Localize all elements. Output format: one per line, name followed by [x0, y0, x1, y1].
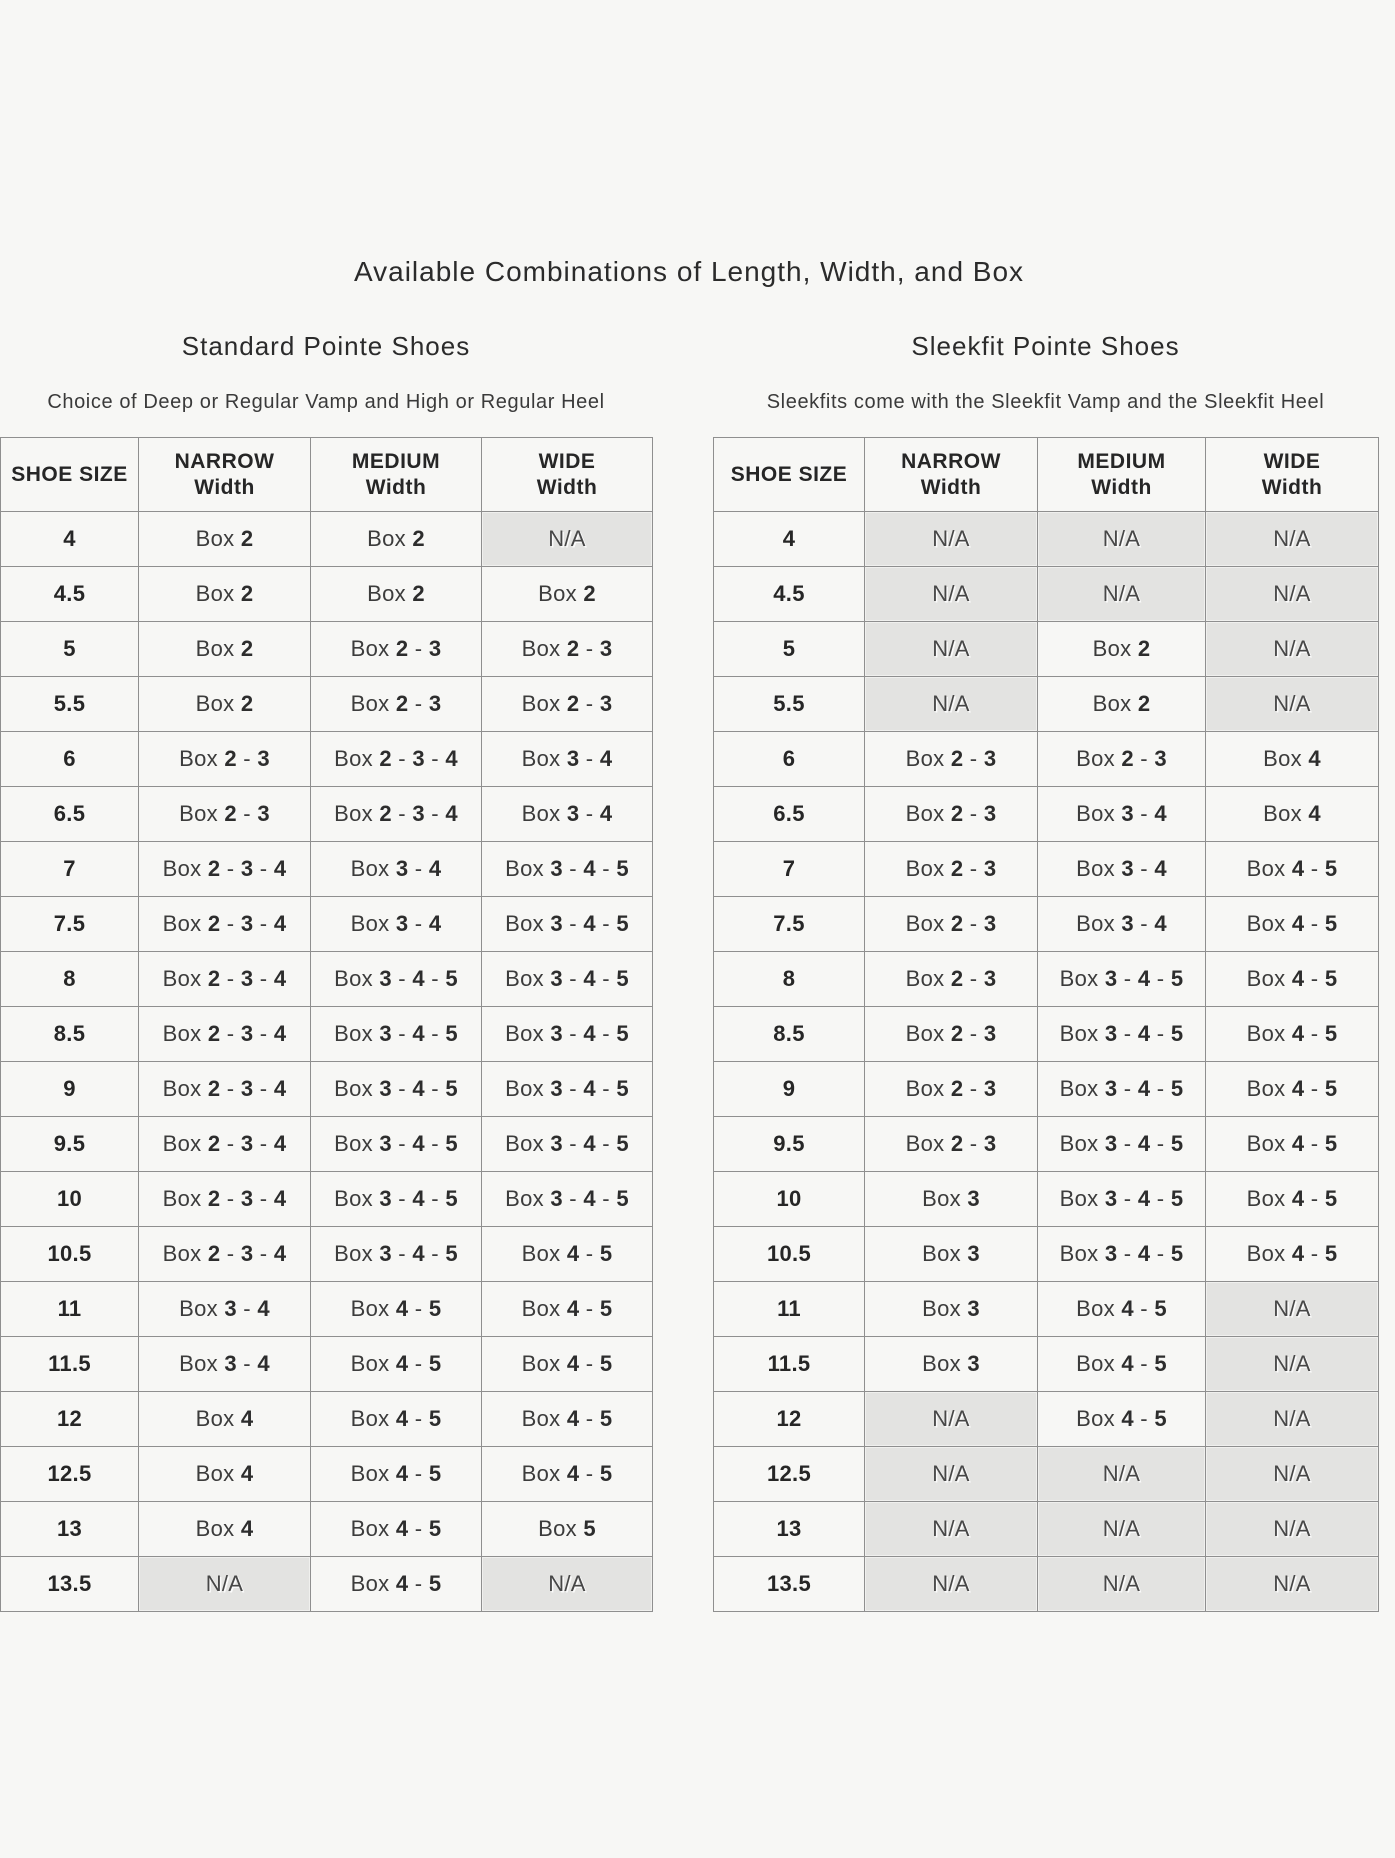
size-row-12 [714, 1392, 1379, 1447]
header-cell-wide: WIDE Width [1206, 438, 1379, 512]
box-combo-cell: Box 4 - 5 [482, 1337, 653, 1392]
shoe-size-cell: 4 [1, 512, 139, 567]
na-cell: N/A [1038, 1447, 1206, 1502]
box-combo-cell: Box 2 - 3 [311, 622, 482, 677]
shoe-size-cell: 8.5 [714, 1007, 865, 1062]
box-combo-cell: Box 2 - 3 - 4 [139, 1117, 311, 1172]
na-cell: N/A [1206, 1392, 1379, 1447]
shoe-size-cell: 4.5 [1, 567, 139, 622]
box-combo-cell: Box 3 - 4 [311, 842, 482, 897]
na-cell: N/A [865, 1502, 1038, 1557]
size-row-12.5 [714, 1447, 1379, 1502]
shoe-size-cell: 7 [1, 842, 139, 897]
size-row-5 [1, 622, 653, 677]
header-cell-narrow: NARROW Width [865, 438, 1038, 512]
shoe-size-cell: 8.5 [1, 1007, 139, 1062]
na-cell: N/A [1206, 1337, 1379, 1392]
na-cell: N/A [1206, 1557, 1379, 1612]
shoe-size-cell: 11 [714, 1282, 865, 1337]
shoe-size-cell: 5 [1, 622, 139, 677]
shoe-size-cell: 12.5 [1, 1447, 139, 1502]
box-combo-cell: Box 4 - 5 [1038, 1337, 1206, 1392]
shoe-size-cell: 7.5 [1, 897, 139, 952]
na-cell: N/A [1206, 512, 1379, 567]
size-row-11.5 [1, 1337, 653, 1392]
size-row-5.5 [1, 677, 653, 732]
size-row-4.5 [714, 567, 1379, 622]
box-combo-cell: Box 2 - 3 [865, 1007, 1038, 1062]
sleekfit-pointe-section [713, 331, 1378, 1612]
na-cell: N/A [865, 567, 1038, 622]
box-combo-cell: Box 2 - 3 - 4 [139, 1007, 311, 1062]
shoe-size-cell: 5 [714, 622, 865, 677]
box-combo-cell: Box 2 - 3 - 4 [139, 1062, 311, 1117]
box-combo-cell: Box 3 - 4 - 5 [311, 1117, 482, 1172]
box-combo-cell: Box 2 - 3 [865, 1117, 1038, 1172]
shoe-size-cell: 6 [714, 732, 865, 787]
na-cell: N/A [1206, 1502, 1379, 1557]
box-combo-cell: Box 2 - 3 [865, 952, 1038, 1007]
box-combo-cell: Box 4 - 5 [311, 1392, 482, 1447]
page-title: Available Combinations of Length, Width, and Box [353, 255, 1025, 287]
box-combo-cell: Box 2 - 3 - 4 [139, 1227, 311, 1282]
box-combo-cell: Box 2 [139, 622, 311, 677]
box-combo-cell: Box 4 - 5 [311, 1337, 482, 1392]
size-row-9 [714, 1062, 1379, 1117]
shoe-size-cell: 9.5 [1, 1117, 139, 1172]
box-combo-cell: Box 2 - 3 [865, 787, 1038, 842]
na-cell: N/A [865, 1447, 1038, 1502]
size-row-7.5 [1, 897, 653, 952]
header-row [714, 438, 1379, 512]
box-combo-cell: Box 3 - 4 - 5 [482, 842, 653, 897]
na-cell: N/A [139, 1557, 311, 1612]
box-combo-cell: Box 2 - 3 [139, 732, 311, 787]
shoe-size-cell: 9 [1, 1062, 139, 1117]
size-row-5.5 [714, 677, 1379, 732]
shoe-size-cell: 7.5 [714, 897, 865, 952]
size-row-7 [1, 842, 653, 897]
size-row-13 [1, 1502, 653, 1557]
na-cell: N/A [1206, 1282, 1379, 1337]
box-combo-cell: Box 4 - 5 [1206, 1227, 1379, 1282]
box-combo-cell: Box 3 [865, 1282, 1038, 1337]
box-combo-cell: Box 2 - 3 - 4 [139, 1172, 311, 1227]
na-cell: N/A [482, 512, 653, 567]
size-row-6 [714, 732, 1379, 787]
size-row-13 [714, 1502, 1379, 1557]
header-cell-shoe-size: SHOE SIZE [714, 438, 865, 512]
shoe-size-cell: 9.5 [714, 1117, 865, 1172]
box-combo-cell: Box 3 - 4 - 5 [482, 897, 653, 952]
box-combo-cell: Box 3 - 4 - 5 [311, 1227, 482, 1282]
box-combo-cell: Box 4 [1206, 787, 1379, 842]
size-row-10 [714, 1172, 1379, 1227]
box-combo-cell: Box 2 - 3 - 4 [311, 732, 482, 787]
size-row-13.5 [714, 1557, 1379, 1612]
size-row-4 [714, 512, 1379, 567]
box-combo-cell: Box 3 - 4 [139, 1337, 311, 1392]
box-combo-cell: Box 2 [1038, 677, 1206, 732]
shoe-size-cell: 13 [1, 1502, 139, 1557]
shoe-size-cell: 13.5 [714, 1557, 865, 1612]
box-combo-cell: Box 3 - 4 - 5 [1038, 1117, 1206, 1172]
box-combo-cell: Box 2 [311, 567, 482, 622]
size-row-10 [1, 1172, 653, 1227]
shoe-size-cell: 11.5 [714, 1337, 865, 1392]
box-combo-cell: Box 4 - 5 [1038, 1282, 1206, 1337]
shoe-size-cell: 11 [1, 1282, 139, 1337]
box-combo-cell: Box 2 [139, 567, 311, 622]
box-combo-cell: Box 3 - 4 - 5 [482, 1117, 653, 1172]
header-cell-narrow: NARROW Width [139, 438, 311, 512]
size-row-9.5 [1, 1117, 653, 1172]
size-row-13.5 [1, 1557, 653, 1612]
size-row-7 [714, 842, 1379, 897]
box-combo-cell: Box 2 - 3 [1038, 732, 1206, 787]
box-combo-cell: Box 3 - 4 - 5 [1038, 1007, 1206, 1062]
box-combo-cell: Box 3 - 4 - 5 [482, 952, 653, 1007]
size-row-12 [1, 1392, 653, 1447]
header-cell-wide: WIDE Width [482, 438, 653, 512]
box-combo-cell: Box 3 - 4 [1038, 897, 1206, 952]
shoe-size-cell: 8 [1, 952, 139, 1007]
box-combo-cell: Box 4 - 5 [1206, 842, 1379, 897]
box-combo-cell: Box 3 - 4 - 5 [482, 1007, 653, 1062]
shoe-size-cell: 8 [714, 952, 865, 1007]
size-row-4.5 [1, 567, 653, 622]
box-combo-cell: Box 2 [1038, 622, 1206, 677]
shoe-size-cell: 7 [714, 842, 865, 897]
box-combo-cell: Box 2 - 3 - 4 [139, 842, 311, 897]
box-combo-cell: Box 2 [311, 512, 482, 567]
shoe-size-cell: 10 [1, 1172, 139, 1227]
box-combo-cell: Box 2 - 3 [482, 677, 653, 732]
size-row-10.5 [1, 1227, 653, 1282]
box-combo-cell: Box 2 - 3 [865, 842, 1038, 897]
box-combo-cell: Box 2 - 3 [865, 1062, 1038, 1117]
box-combo-cell: Box 4 - 5 [311, 1557, 482, 1612]
box-combo-cell: Box 2 [139, 677, 311, 732]
box-combo-cell: Box 2 [139, 512, 311, 567]
box-combo-cell: Box 2 - 3 - 4 [139, 952, 311, 1007]
shoe-size-cell: 11.5 [1, 1337, 139, 1392]
box-combo-cell: Box 2 - 3 [311, 677, 482, 732]
shoe-size-cell: 6 [1, 732, 139, 787]
size-row-11 [1, 1282, 653, 1337]
standard-pointe-section [0, 331, 652, 1612]
box-combo-cell: Box 2 - 3 [865, 732, 1038, 787]
box-combo-cell: Box 4 [139, 1392, 311, 1447]
box-combo-cell: Box 3 - 4 - 5 [1038, 1172, 1206, 1227]
na-cell: N/A [482, 1557, 653, 1612]
box-combo-cell: Box 3 - 4 [1038, 787, 1206, 842]
box-combo-cell: Box 4 - 5 [482, 1447, 653, 1502]
box-combo-cell: Box 3 [865, 1172, 1038, 1227]
size-row-11.5 [714, 1337, 1379, 1392]
na-cell: N/A [865, 1557, 1038, 1612]
size-row-7.5 [714, 897, 1379, 952]
size-row-9 [1, 1062, 653, 1117]
shoe-size-cell: 10 [714, 1172, 865, 1227]
size-row-8 [714, 952, 1379, 1007]
size-row-6.5 [1, 787, 653, 842]
box-combo-cell: Box 2 - 3 - 4 [139, 897, 311, 952]
box-combo-cell: Box 4 - 5 [1206, 897, 1379, 952]
size-row-6.5 [714, 787, 1379, 842]
box-combo-cell: Box 2 [482, 567, 653, 622]
box-combo-cell: Box 2 - 3 - 4 [311, 787, 482, 842]
header-cell-medium: MEDIUM Width [311, 438, 482, 512]
sleekfit-table-heading: Sleekfit Pointe Shoes [911, 331, 1180, 361]
shoe-size-cell: 13.5 [1, 1557, 139, 1612]
shoe-size-cell: 4.5 [714, 567, 865, 622]
size-row-11 [714, 1282, 1379, 1337]
box-combo-cell: Box 3 - 4 - 5 [311, 1172, 482, 1227]
na-cell: N/A [1206, 677, 1379, 732]
size-row-12.5 [1, 1447, 653, 1502]
box-combo-cell: Box 3 - 4 - 5 [482, 1172, 653, 1227]
size-row-6 [1, 732, 653, 787]
sleekfit-size-table [713, 437, 1379, 1612]
sleekfit-table-subtitle: Sleekfits come with the Sleekfit Vamp and the Sleekfit Heel [766, 391, 1325, 413]
box-combo-cell: Box 4 - 5 [1206, 1007, 1379, 1062]
box-combo-cell: Box 4 - 5 [311, 1282, 482, 1337]
box-combo-cell: Box 4 [139, 1447, 311, 1502]
shoe-size-cell: 4 [714, 512, 865, 567]
box-combo-cell: Box 3 [865, 1227, 1038, 1282]
header-cell-medium: MEDIUM Width [1038, 438, 1206, 512]
standard-table-heading: Standard Pointe Shoes [181, 331, 471, 361]
box-combo-cell: Box 4 [139, 1502, 311, 1557]
size-row-8.5 [714, 1007, 1379, 1062]
shoe-size-cell: 12 [1, 1392, 139, 1447]
box-combo-cell: Box 4 - 5 [1206, 1062, 1379, 1117]
na-cell: N/A [1038, 1502, 1206, 1557]
na-cell: N/A [865, 1392, 1038, 1447]
na-cell: N/A [1206, 567, 1379, 622]
na-cell: N/A [1206, 622, 1379, 677]
na-cell: N/A [1038, 1557, 1206, 1612]
size-row-8 [1, 952, 653, 1007]
box-combo-cell: Box 4 - 5 [482, 1282, 653, 1337]
box-combo-cell: Box 2 - 3 [865, 897, 1038, 952]
size-row-9.5 [714, 1117, 1379, 1172]
shoe-size-cell: 6.5 [1, 787, 139, 842]
box-combo-cell: Box 4 - 5 [482, 1227, 653, 1282]
size-row-4 [1, 512, 653, 567]
box-combo-cell: Box 3 - 4 - 5 [311, 952, 482, 1007]
box-combo-cell: Box 3 - 4 - 5 [482, 1062, 653, 1117]
shoe-size-cell: 10.5 [714, 1227, 865, 1282]
box-combo-cell: Box 3 - 4 - 5 [1038, 1227, 1206, 1282]
size-row-5 [714, 622, 1379, 677]
box-combo-cell: Box 2 - 3 [139, 787, 311, 842]
box-combo-cell: Box 3 - 4 [139, 1282, 311, 1337]
standard-table-subtitle: Choice of Deep or Regular Vamp and High or Regular Heel [47, 391, 605, 413]
box-combo-cell: Box 3 - 4 [1038, 842, 1206, 897]
na-cell: N/A [865, 622, 1038, 677]
na-cell: N/A [1206, 1447, 1379, 1502]
na-cell: N/A [865, 677, 1038, 732]
na-cell: N/A [865, 512, 1038, 567]
header-cell-shoe-size: SHOE SIZE [1, 438, 139, 512]
box-combo-cell: Box 3 [865, 1337, 1038, 1392]
size-row-8.5 [1, 1007, 653, 1062]
shoe-size-cell: 5.5 [714, 677, 865, 732]
na-cell: N/A [1038, 512, 1206, 567]
box-combo-cell: Box 2 - 3 [482, 622, 653, 677]
shoe-size-cell: 12.5 [714, 1447, 865, 1502]
box-combo-cell: Box 4 [1206, 732, 1379, 787]
box-combo-cell: Box 4 - 5 [311, 1502, 482, 1557]
box-combo-cell: Box 4 - 5 [1038, 1392, 1206, 1447]
box-combo-cell: Box 4 - 5 [1206, 1172, 1379, 1227]
box-combo-cell: Box 4 - 5 [1206, 952, 1379, 1007]
standard-size-table [0, 437, 653, 1612]
box-combo-cell: Box 3 - 4 [311, 897, 482, 952]
na-cell: N/A [1038, 567, 1206, 622]
shoe-size-cell: 6.5 [714, 787, 865, 842]
box-combo-cell: Box 4 - 5 [482, 1392, 653, 1447]
box-combo-cell: Box 3 - 4 - 5 [1038, 1062, 1206, 1117]
box-combo-cell: Box 3 - 4 - 5 [311, 1007, 482, 1062]
size-row-10.5 [714, 1227, 1379, 1282]
header-row [1, 438, 653, 512]
shoe-size-cell: 12 [714, 1392, 865, 1447]
shoe-size-cell: 13 [714, 1502, 865, 1557]
shoe-size-cell: 9 [714, 1062, 865, 1117]
box-combo-cell: Box 3 - 4 - 5 [311, 1062, 482, 1117]
box-combo-cell: Box 3 - 4 [482, 787, 653, 842]
box-combo-cell: Box 5 [482, 1502, 653, 1557]
box-combo-cell: Box 3 - 4 [482, 732, 653, 787]
shoe-size-cell: 5.5 [1, 677, 139, 732]
box-combo-cell: Box 4 - 5 [311, 1447, 482, 1502]
box-combo-cell: Box 3 - 4 - 5 [1038, 952, 1206, 1007]
box-combo-cell: Box 4 - 5 [1206, 1117, 1379, 1172]
shoe-size-cell: 10.5 [1, 1227, 139, 1282]
